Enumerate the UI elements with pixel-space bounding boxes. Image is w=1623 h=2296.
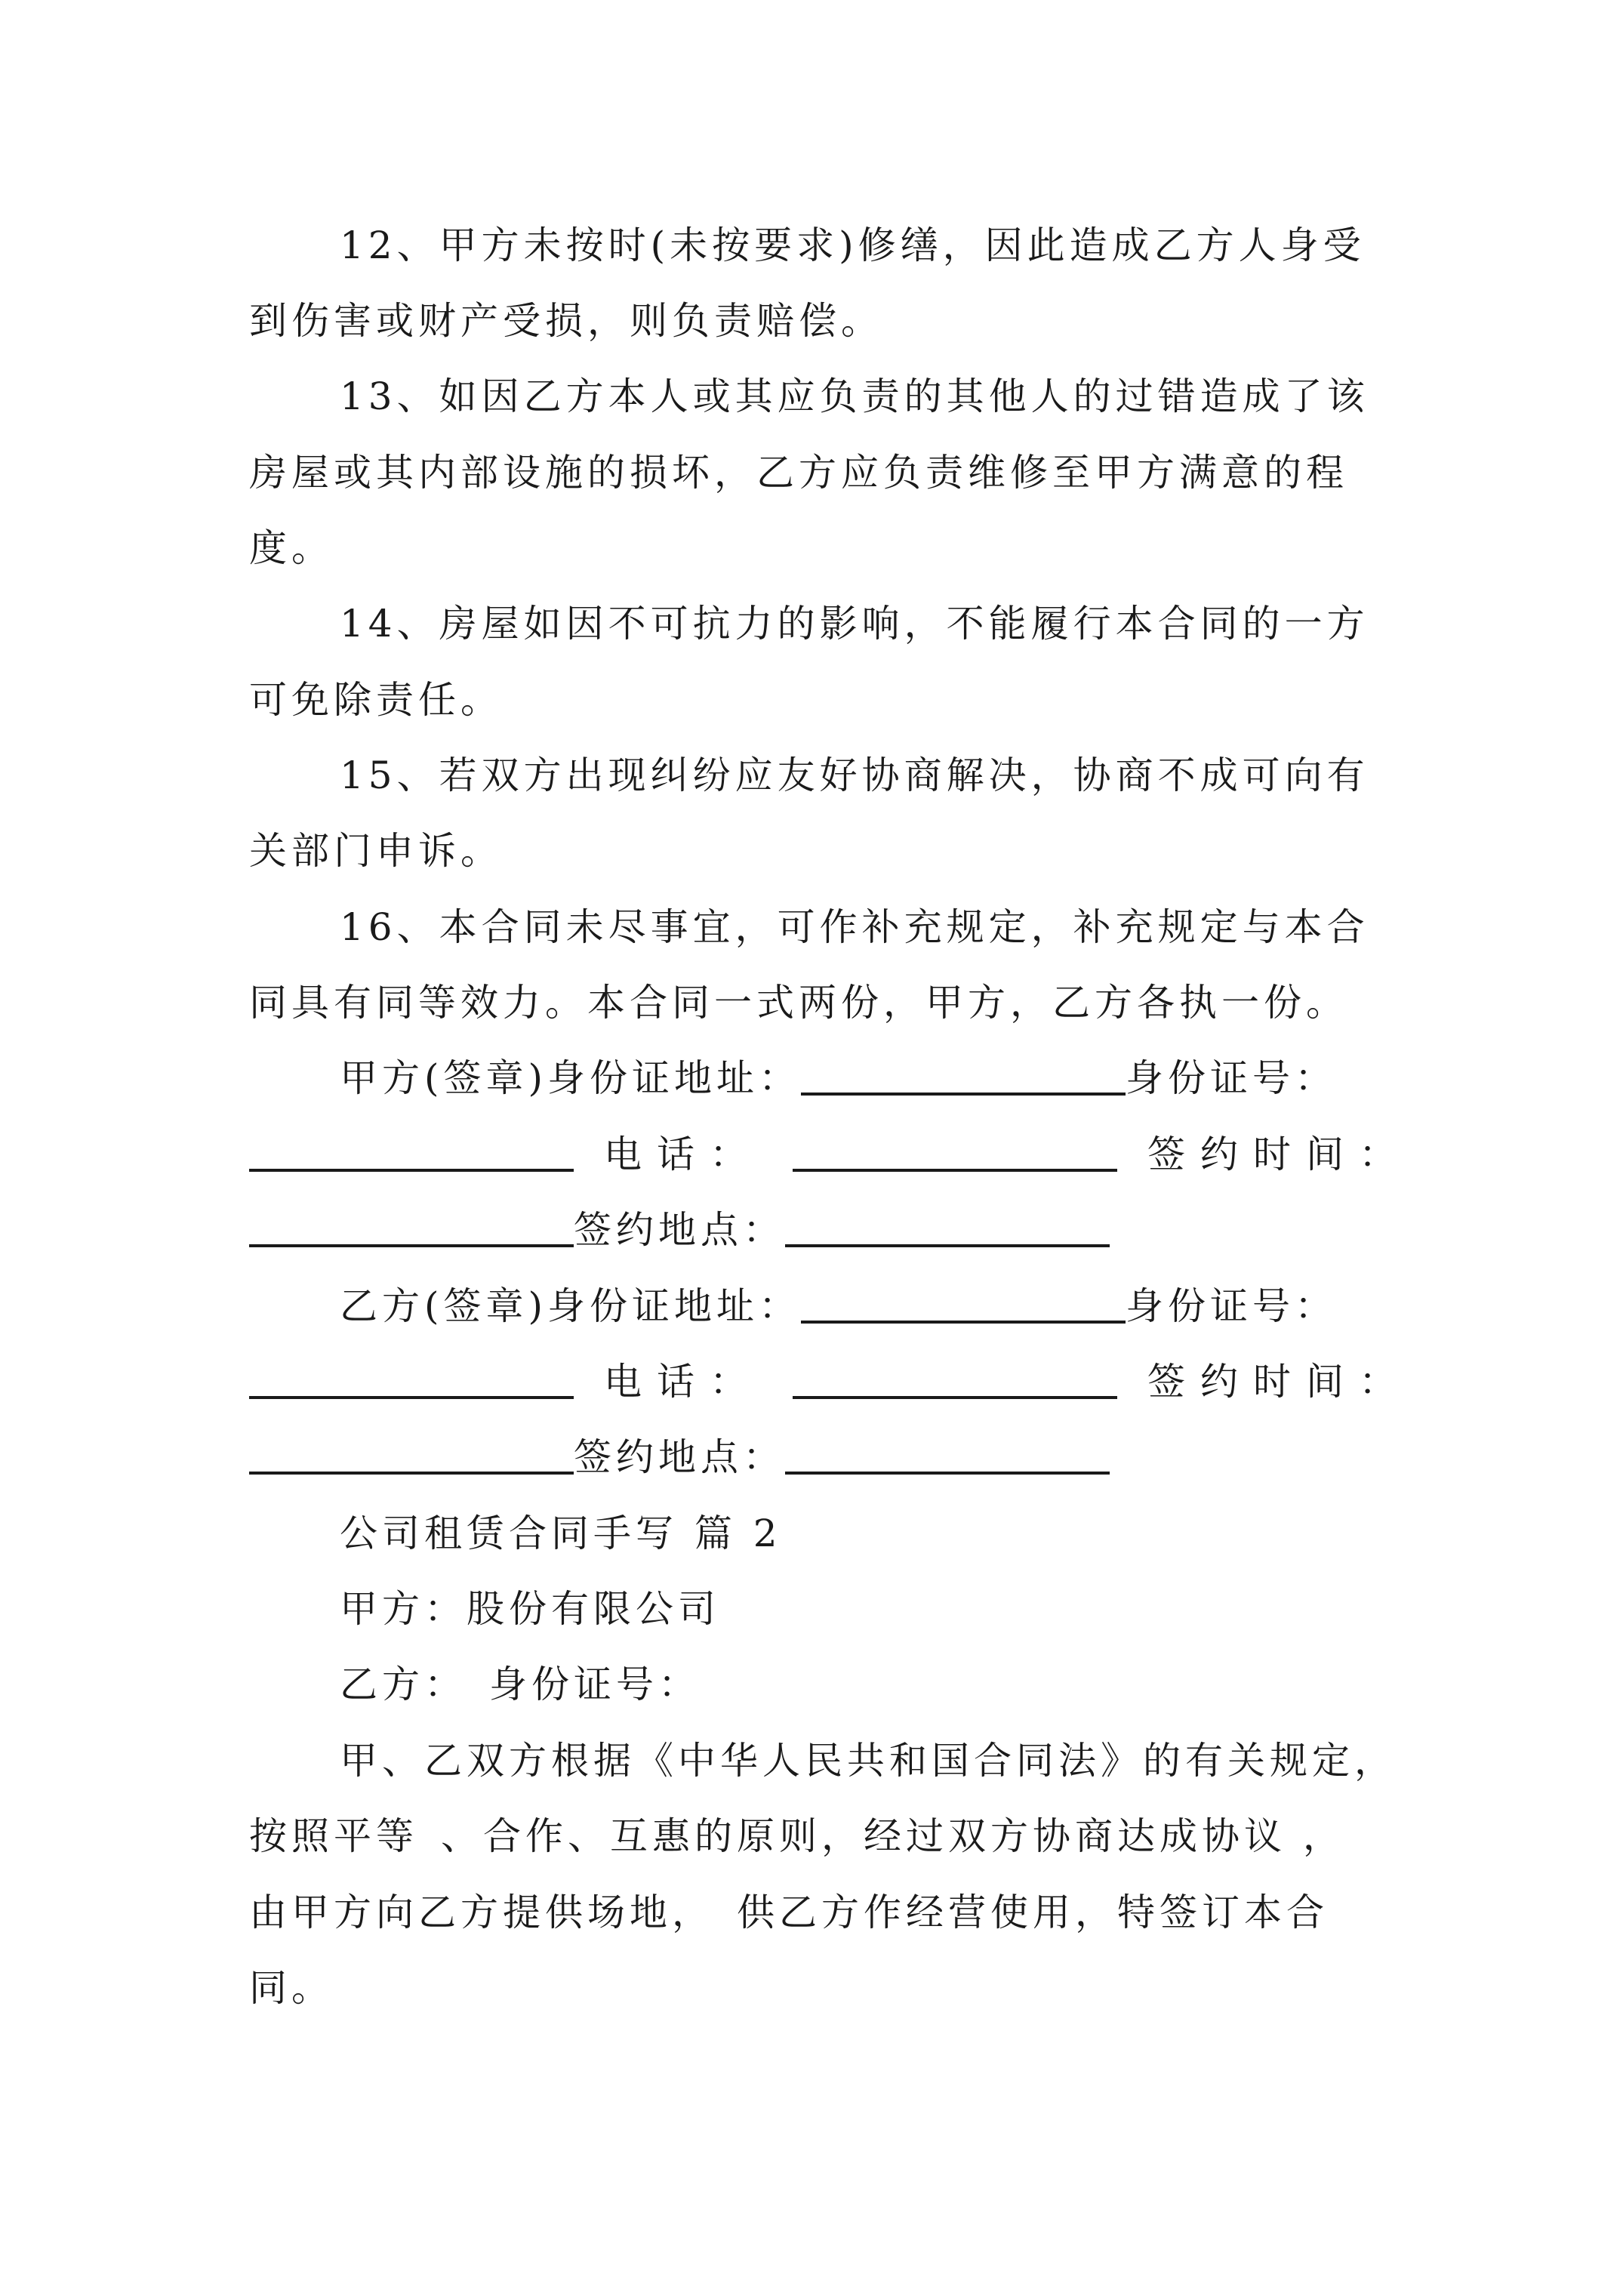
party-b-phone-label: 电话： (604, 1360, 762, 1404)
party-a-sign-line-3 (249, 1207, 1381, 1253)
party-b-sign-line-1 (340, 1284, 1472, 1329)
intro-line-1: 甲、乙双方根据《中华人民共和国合同法》的有关规定， (340, 1739, 1397, 1783)
clause-14-line-1: 14、房屋如因不可抗力的影响，不能履行本合同的一方 (340, 602, 1369, 646)
party-a-sign-line-1 (340, 1056, 1472, 1101)
party-a-phone-blank[interactable] (793, 1169, 1117, 1172)
clause-16-line-1: 16、本合同未尽事宜，可作补充规定，补充规定与本合 (340, 905, 1369, 949)
clause-13-line-3: 度。 (249, 526, 334, 570)
section-2-title: 公司租赁合同手写 篇 2 (340, 1512, 782, 1555)
clause-15-line-1: 15、若双方出现纠纷应友好协商解决，协商不成可向有 (340, 754, 1369, 797)
party-a-time-label: 签约时间： (1147, 1133, 1412, 1176)
intro-line-3 (249, 1890, 1381, 1935)
clause-12-line-1: 12、甲方未按时(未按要求)修缮，因此造成乙方人身受 (340, 223, 1366, 267)
clause-16-line-2: 同具有同等效力。本合同一式两份，甲方，乙方各执一份。 (249, 981, 1348, 1025)
party-b-sign-line-3 (249, 1435, 1381, 1480)
party-b-id-blank[interactable] (249, 1396, 574, 1399)
clause-12-line-2: 到伤害或财产受损，则负责赔偿。 (249, 299, 883, 343)
party-b-time-label: 签约时间： (1147, 1360, 1412, 1404)
intro-line-4: 同。 (249, 1966, 334, 2010)
party-a-sign-line-2 (249, 1132, 1412, 1177)
party-b-label: 乙方： (340, 1663, 467, 1706)
party-a-address-blank[interactable] (801, 1093, 1126, 1096)
party-a-place-label: 签约地点： (574, 1208, 785, 1252)
party-b-place-blank[interactable] (785, 1472, 1110, 1475)
party-a-id-blank[interactable] (249, 1169, 574, 1172)
section-2-party-b (340, 1662, 1472, 1707)
party-b-id-label: 身份证号： (1126, 1284, 1338, 1328)
intro-line-3b: 供乙方作经营使用，特签订本合 (737, 1891, 1329, 1934)
party-b-sign-line-2 (249, 1359, 1412, 1404)
clause-13-line-2: 房屋或其内部设施的损坏，乙方应负责维修至甲方满意的程 (249, 451, 1348, 495)
clause-15-line-2: 关部门申诉。 (249, 829, 503, 873)
section-2-party-a: 甲方：股份有限公司 (340, 1587, 720, 1631)
party-b-time-blank[interactable] (249, 1472, 574, 1475)
party-b-address-label: 乙方(签章)身份证地址： (340, 1284, 802, 1328)
party-a-id-label: 身份证号： (1126, 1056, 1338, 1100)
intro-line-3a: 由甲方向乙方提供场地， (249, 1891, 714, 1934)
party-a-address-label: 甲方(签章)身份证地址： (340, 1056, 802, 1100)
clause-13-line-1: 13、如因乙方本人或其应负责的其他人的过错造成了该 (340, 374, 1369, 418)
intro-line-2a: 按照平等 (249, 1814, 418, 1858)
party-b-phone-blank[interactable] (793, 1396, 1117, 1399)
party-b-id-label: 身份证号： (489, 1663, 701, 1706)
intro-line-2 (249, 1814, 1381, 1859)
party-a-time-blank[interactable] (249, 1244, 574, 1247)
intro-line-2b: 、合作、互惠的原则，经过双方协商达成协议 ， (441, 1814, 1345, 1858)
party-a-place-blank[interactable] (785, 1244, 1110, 1247)
clause-14-line-2: 可免除责任。 (249, 678, 503, 722)
party-b-address-blank[interactable] (801, 1321, 1126, 1324)
party-b-place-label: 签约地点： (574, 1435, 785, 1479)
party-a-phone-label: 电话： (604, 1133, 762, 1176)
